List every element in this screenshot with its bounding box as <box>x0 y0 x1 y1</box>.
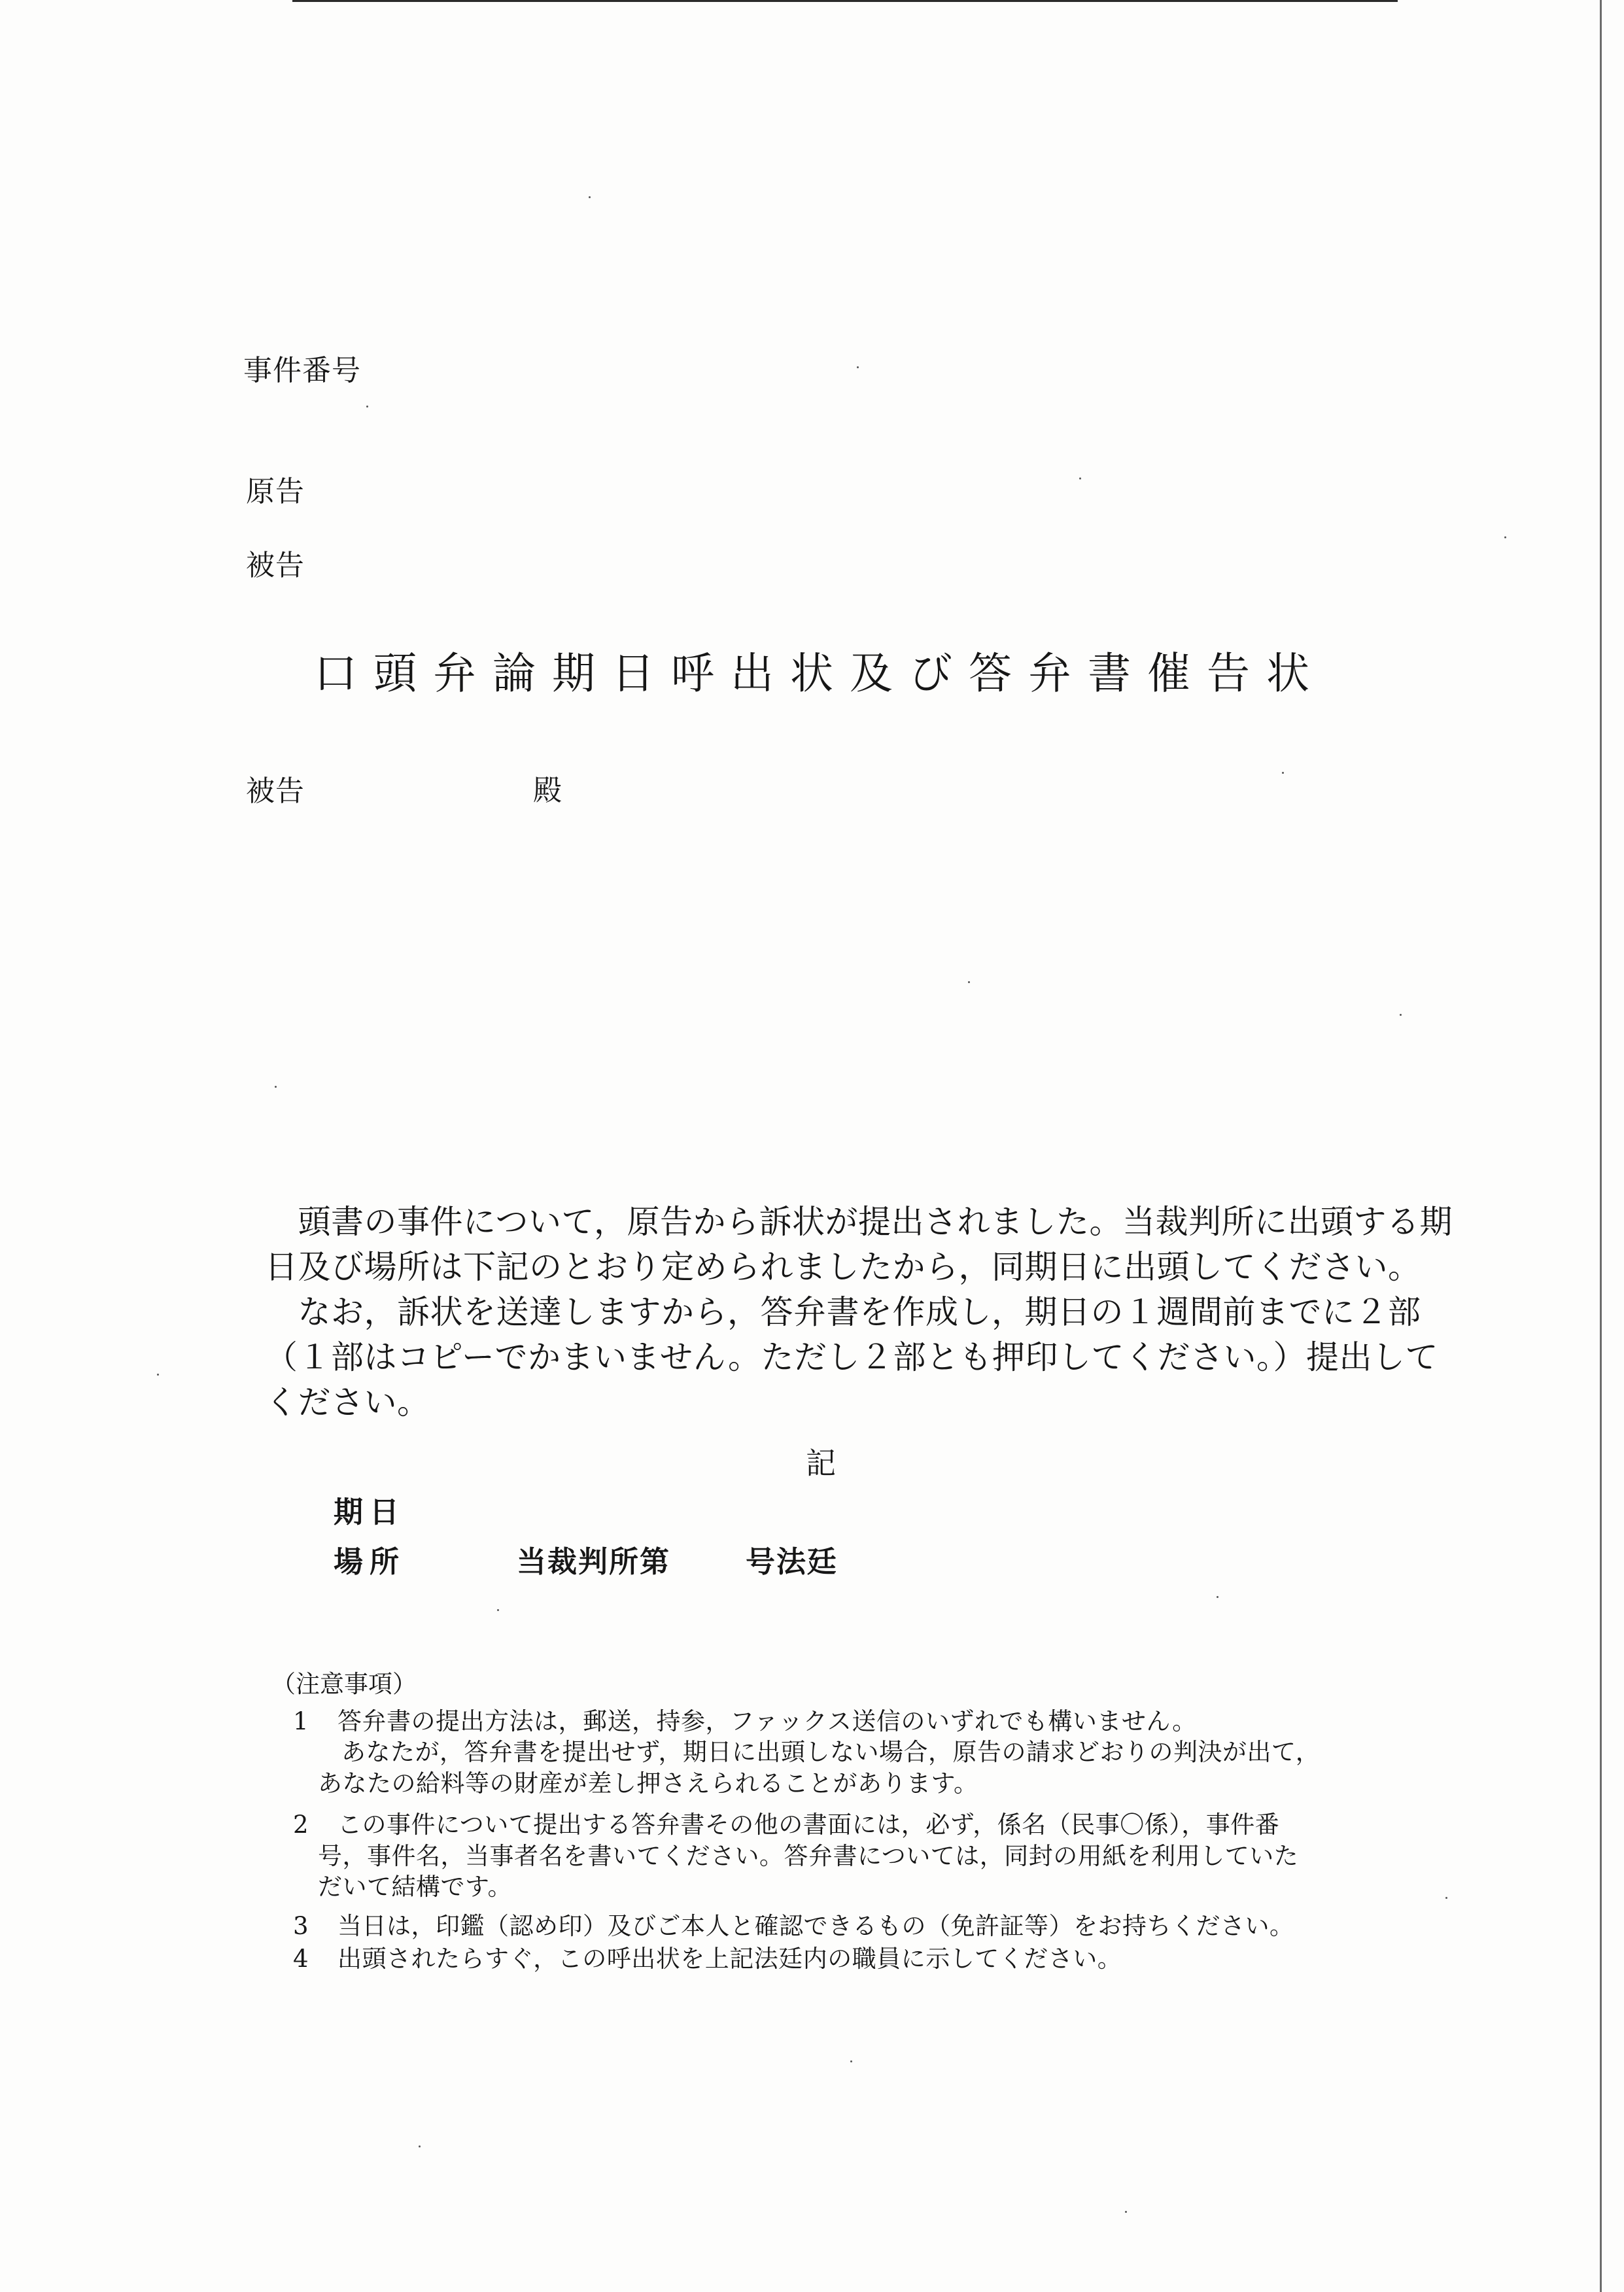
scan-speck <box>1400 1014 1402 1016</box>
note-2-line-2: 号，事件名，当事者名を書いてください。答弁書については，同封の用紙を利用していた <box>318 1842 1299 1870</box>
schedule-place-suffix: 号法廷 <box>746 1544 838 1579</box>
plaintiff-label: 原告 <box>246 475 305 508</box>
scan-speck <box>419 2145 421 2147</box>
scan-speck <box>1217 1596 1218 1598</box>
body-line-3: なお，訴状を送達しますから，答弁書を作成し，期日の１週間前までに２部 <box>265 1293 1421 1331</box>
scan-speck <box>497 1609 499 1611</box>
right-scan-edge <box>1600 0 1602 2292</box>
scan-speck <box>1504 536 1506 538</box>
body-line-4: （１部はコピーでかまいません。ただし２部とも押印してください。）提出して <box>265 1338 1438 1376</box>
scan-speck <box>1125 2211 1127 2213</box>
scan-speck <box>366 406 368 408</box>
addressee-honorific: 殿 <box>533 774 562 807</box>
scan-speck <box>968 981 970 983</box>
scan-speck <box>1079 477 1081 479</box>
scan-speck <box>1282 772 1284 774</box>
document-title: 口頭弁論期日呼出状及び答弁書催告状 <box>314 648 1326 699</box>
schedule-place-label: 場所 <box>334 1544 406 1579</box>
body-line-1: 頭書の事件について，原告から訴状が提出されました。当裁判所に出頭する期 <box>265 1203 1453 1241</box>
note-2-number: 2 <box>293 1811 309 1839</box>
scan-speck <box>850 2060 852 2062</box>
scan-speck <box>1445 1897 1447 1899</box>
note-2-line-3: だいて結構です。 <box>318 1873 513 1901</box>
note-1-line-1: 1 答弁書の提出方法は，郵送，持参，ファックス送信のいずれでも構いません。 <box>293 1707 1197 1735</box>
body-line-5: ください。 <box>265 1383 430 1421</box>
note-1-line-3: あなたの給料等の財産が差し押さえられることがあります。 <box>318 1769 978 1797</box>
addressee-label: 被告 <box>246 774 305 808</box>
notes-heading: （注意事項） <box>271 1670 417 1698</box>
body-line-2: 日及び場所は下記のとおり定められましたから，同期日に出頭してください。 <box>265 1248 1421 1286</box>
scan-speck <box>275 1086 277 1088</box>
schedule-date-label: 期日 <box>334 1495 406 1529</box>
note-1-line-2: あなたが，答弁書を提出せず，期日に出頭しない場合，原告の請求どおりの判決が出て， <box>341 1738 1321 1766</box>
ki-heading: 記 <box>806 1446 836 1481</box>
defendant-label: 被告 <box>246 549 305 582</box>
note-2-line-1: 2 この事件について提出する答弁書その他の書面には，必ず，係名（民事〇係），事件番 <box>293 1811 1280 1839</box>
note-3-number: 3 <box>293 1912 309 1940</box>
scan-speck <box>857 366 859 368</box>
top-border-line <box>292 0 1398 2</box>
note-4-line-1: 4 出頭されたらすぐ，この呼出状を上記法廷内の職員に示してください。 <box>293 1945 1122 1973</box>
schedule-place-court: 当裁判所第 <box>517 1544 671 1579</box>
scan-speck <box>589 196 591 198</box>
note-4-number: 4 <box>293 1945 309 1973</box>
note-1-number: 1 <box>293 1707 309 1735</box>
note-3-line-1: 3 当日は，印鑑（認め印）及びご本人と確認できるもの（免許証等）をお持ちください。 <box>293 1912 1294 1940</box>
case-number-label: 事件番号 <box>243 354 361 387</box>
scan-speck <box>157 1374 159 1376</box>
